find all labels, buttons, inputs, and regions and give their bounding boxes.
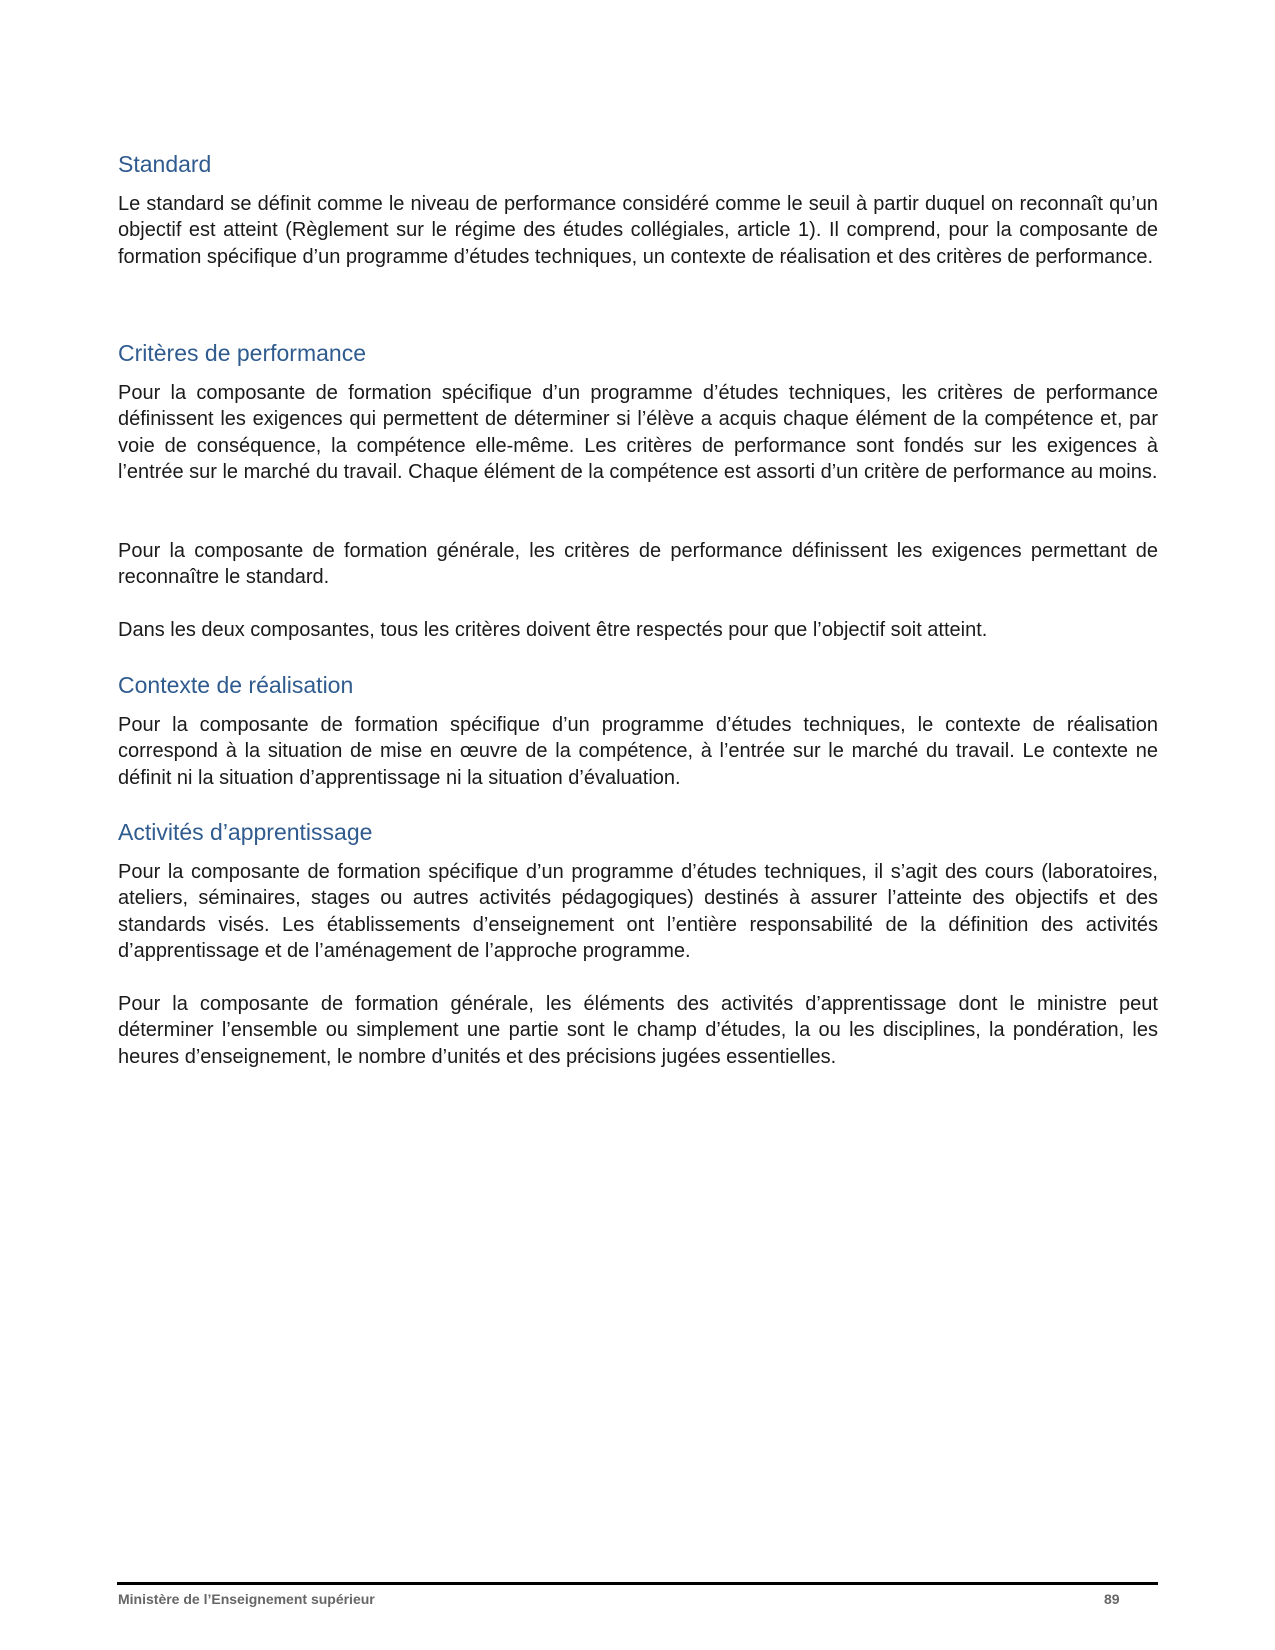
footer-rule [117,1582,1158,1585]
page-number: 89 [1104,1591,1120,1607]
paragraph: Le standard se définit comme le niveau de performance considéré comme le seuil à partir duquel on reconnaît qu’un objectif est atteint (Règlement sur le régime des études collégiales, article 1). Il comprend, pour la composante de formation spécifique d’un programme d’études techniques, un contexte de réalisation et des critères de performance. [118,193,1158,268]
heading-activites: Activités d’apprentissage [118,819,373,845]
paragraph: Pour la composante de formation spécifique d’un programme d’études techniques, le contexte de réalisation correspond à la situation de mise en œuvre de la compétence, à l’entrée sur le marché du travail. Le contexte ne définit ni la situation d’apprentissage ni la situation d’évaluation. [118,714,1158,789]
heading-criteres: Critères de performance [118,340,366,366]
footer-publisher: Ministère de l’Enseignement supérieur [118,1591,375,1607]
paragraph: Pour la composante de formation spécifique d’un programme d’études techniques, il s’agit des cours (laboratoires, ateliers, séminaires, stages ou autres activités pédagogiques) destinés à assurer l’atteinte des objectifs et des standards visés. Les établissements d’enseignement ont l’entière responsabilité de la définition des activités d’apprentissage et de l’aménagement de l’approche programme. [118,861,1158,963]
paragraph: Pour la composante de formation spécifique d’un programme d’études techniques, les critères de performance définissent les exigences qui permettent de déterminer si l’élève a acquis chaque élément de la compétence et, par voie de conséquence, la compétence elle-même. Les critères de performance sont fondés sur les exigences à l’entrée sur le marché du travail. Chaque élément de la compétence est assorti d’un critère de performance au moins. [118,382,1158,484]
heading-standard: Standard [118,151,212,177]
paragraph: Pour la composante de formation générale, les critères de performance définissent les exigences permettant de reconnaître le standard. [118,540,1158,589]
paragraph: Pour la composante de formation générale, les éléments des activités d’apprentissage dont le ministre peut déterminer l’ensemble ou simplement une partie sont le champ d’études, la ou les disciplines, la pondération, les heures d’enseignement, le nombre d’unités et des précisions jugées essentielles. [118,993,1158,1068]
paragraph: Dans les deux composantes, tous les critères doivent être respectés pour que l’objectif soit atteint. [118,619,988,641]
heading-contexte: Contexte de réalisation [118,672,354,698]
